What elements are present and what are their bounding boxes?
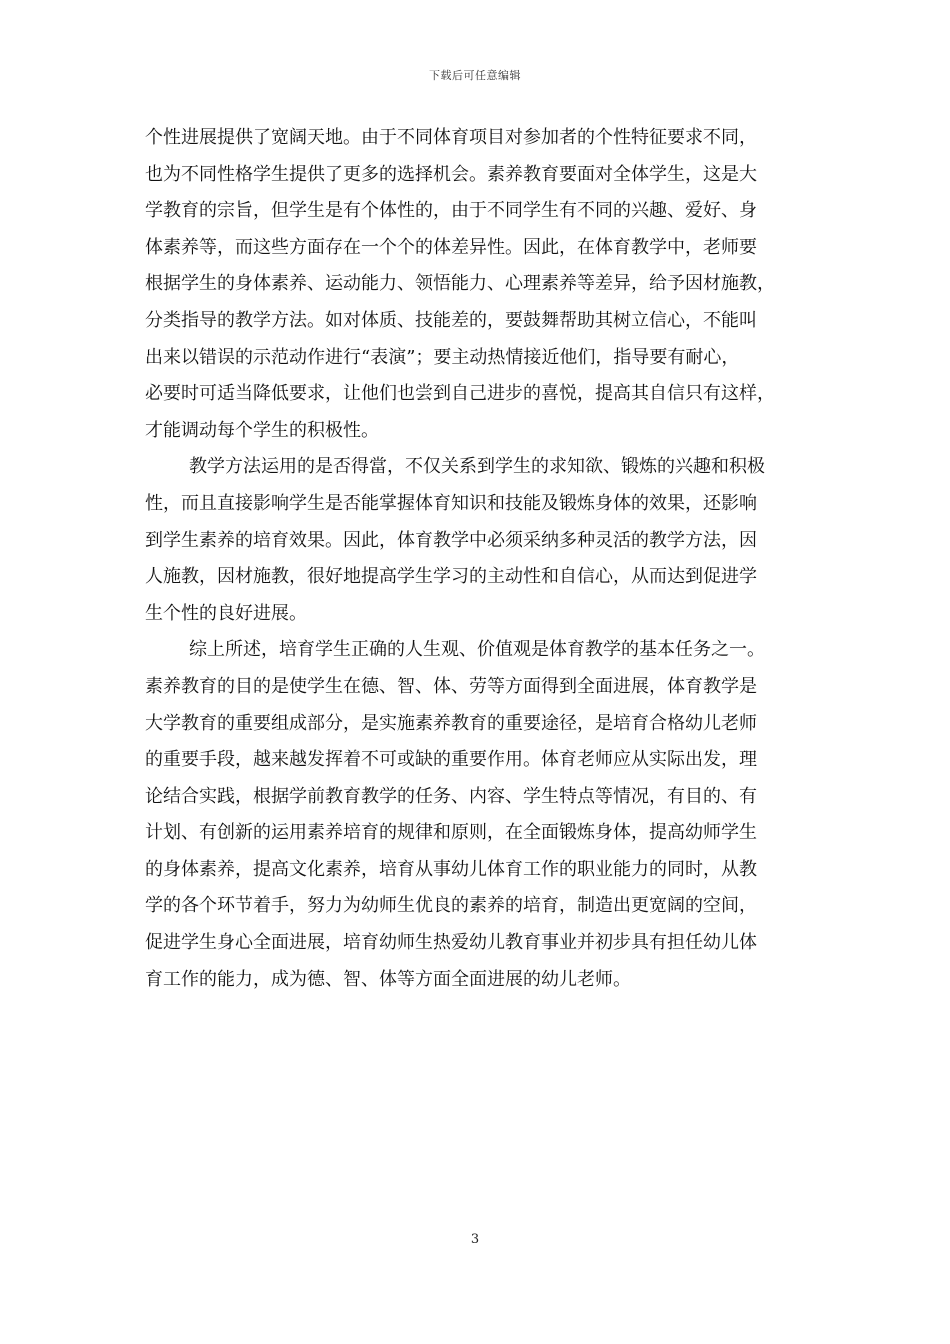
text-line: 的重要手段，越来越发挥着不可或缺的重要作用。体育老师应从实际出发，理 xyxy=(145,749,757,771)
text-line: 育工作的能力，成为德、智、体等方面全面进展的幼儿老师。 xyxy=(145,968,631,990)
text-line: 生个性的良好进展。 xyxy=(145,602,307,624)
text-line: 体素养等，而这些方面存在一个个的体差异性。因此，在体育教学中，老师要 xyxy=(145,236,757,258)
text-line: 促进学生身心全面进展，培育幼师生热爱幼儿教育事业并初步具有担任幼儿体 xyxy=(145,932,757,954)
text-line: 素养教育的目的是使学生在德、智、体、劳等方面得到全面进展，体育教学是 xyxy=(145,675,757,697)
text-line: 学的各个环节着手，努力为幼师生优良的素养的培育，制造出更宽阔的空间， xyxy=(145,895,757,917)
text-line: 大学教育的重要组成部分，是实施素养教育的重要途径，是培育合格幼儿老师 xyxy=(145,712,757,734)
text-line: 分类指导的教学方法。如对体质、技能差的，要鼓舞帮助其树立信心，不能叫 xyxy=(145,309,757,331)
text-line: 学教育的宗旨，但学生是有个体性的，由于不同学生有不同的兴趣、爱好、身 xyxy=(145,200,757,222)
text-line: 必要时可适当降低要求，让他们也尝到自己进步的喜悦，提高其自信只有这样， xyxy=(145,383,775,405)
text-line: 计划、有创新的运用素养培育的规律和原则，在全面锻炼身体，提高幼师学生 xyxy=(145,822,757,844)
document-body xyxy=(145,120,820,998)
paragraph-start-line: 教学方法运用的是否得當，不仅关系到学生的求知欲、锻炼的兴趣和积极 xyxy=(189,456,765,478)
text-line: 的身体素养，提高文化素养，培育从事幼儿体育工作的职业能力的同时，从教 xyxy=(145,858,757,880)
text-line: 根据学生的身体素养、运动能力、领悟能力、心理素养等差异，给予因材施教， xyxy=(145,273,775,295)
text-line: 到学生素养的培育效果。因此，体育教学中必须采纳多种灵活的教学方法，因 xyxy=(145,529,757,551)
page-number: 3 xyxy=(470,1232,480,1247)
header-note: 下载后可任意编辑 xyxy=(429,69,521,82)
text-line: 个性进展提供了宽阔天地。由于不同体育项目对参加者的个性特征要求不同， xyxy=(145,127,757,148)
text-line: 论结合实践，根据学前教育教学的任务、内容、学生特点等情况，有目的、有 xyxy=(145,785,757,807)
text-line: 人施教，因材施教，很好地提高学生学习的主动性和自信心，从而达到促进学 xyxy=(145,566,757,588)
paragraph-start-line: 综上所述，培育学生正确的人生观、价值观是体育教学的基本任务之一。 xyxy=(189,639,765,661)
text-line: 才能调动每个学生的积极性。 xyxy=(145,419,379,441)
text-line: 也为不同性格学生提供了更多的选择机会。素养教育要面对全体学生，这是大 xyxy=(145,163,757,185)
text-line: 性，而且直接影响学生是否能掌握体育知识和技能及锻炼身体的效果，还影响 xyxy=(145,492,757,514)
text-line: 出来以错误的示范动作进行“表演”；要主动热情接近他们，指导要有耐心， xyxy=(145,346,740,368)
